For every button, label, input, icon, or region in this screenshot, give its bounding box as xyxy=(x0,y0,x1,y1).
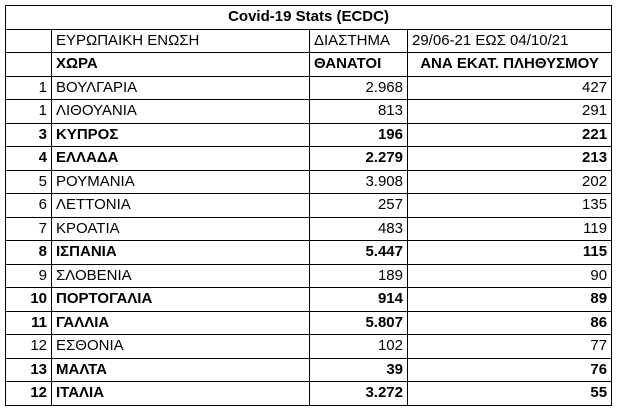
deaths-cell: 2.968 xyxy=(310,76,408,100)
per-million-cell: 221 xyxy=(408,123,612,147)
info-rank-cell xyxy=(6,29,52,53)
per-million-cell: 115 xyxy=(408,241,612,265)
table-row xyxy=(6,170,612,194)
table-row xyxy=(6,217,612,241)
period-label-cell: ΔΙΑΣΤΗΜΑ xyxy=(310,29,408,53)
rank-cell: 9 xyxy=(6,264,52,288)
rank-cell: 3 xyxy=(6,123,52,147)
table-row xyxy=(6,335,612,359)
rank-cell: 10 xyxy=(6,288,52,312)
per-million-cell: 77 xyxy=(408,335,612,359)
header-row xyxy=(6,53,612,77)
table-title: Covid-19 Stats (ECDC) xyxy=(6,6,612,30)
country-cell: ΚΥΠΡΟΣ xyxy=(52,123,310,147)
per-million-cell: 202 xyxy=(408,170,612,194)
deaths-cell: 5.807 xyxy=(310,311,408,335)
table-row xyxy=(6,311,612,335)
table-row xyxy=(6,100,612,124)
rank-cell: 4 xyxy=(6,147,52,171)
per-million-cell: 76 xyxy=(408,358,612,382)
table-row xyxy=(6,288,612,312)
country-cell: ΡΟΥΜΑΝΙΑ xyxy=(52,170,310,194)
country-cell: ΛΙΘΟΥΑΝΙΑ xyxy=(52,100,310,124)
rank-cell: 12 xyxy=(6,335,52,359)
header-rank-cell xyxy=(6,53,52,77)
country-cell: ΛΕΤΤΟΝΙΑ xyxy=(52,194,310,218)
per-million-cell: 55 xyxy=(408,382,612,406)
deaths-cell: 39 xyxy=(310,358,408,382)
title-row xyxy=(6,6,612,30)
rank-cell: 1 xyxy=(6,76,52,100)
country-cell: ΙΣΠΑΝΙΑ xyxy=(52,241,310,265)
rank-cell: 13 xyxy=(6,358,52,382)
rank-cell: 7 xyxy=(6,217,52,241)
header-per-million: ΑΝΑ ΕΚΑΤ. ΠΛΗΘΥΣΜΟΥ xyxy=(408,53,612,77)
rank-cell: 11 xyxy=(6,311,52,335)
country-cell: ΠΟΡΤΟΓΑΛΙΑ xyxy=(52,288,310,312)
period-value-cell: 29/06-21 ΕΩΣ 04/10/21 xyxy=(408,29,612,53)
table-row xyxy=(6,264,612,288)
rank-cell: 1 xyxy=(6,100,52,124)
table-row xyxy=(6,76,612,100)
rank-cell: 5 xyxy=(6,170,52,194)
deaths-cell: 196 xyxy=(310,123,408,147)
country-cell: ΚΡΟΑΤΙΑ xyxy=(52,217,310,241)
rank-cell: 8 xyxy=(6,241,52,265)
info-row xyxy=(6,29,612,53)
deaths-cell: 914 xyxy=(310,288,408,312)
per-million-cell: 89 xyxy=(408,288,612,312)
table-row xyxy=(6,382,612,406)
deaths-cell: 189 xyxy=(310,264,408,288)
per-million-cell: 135 xyxy=(408,194,612,218)
header-country: ΧΩΡΑ xyxy=(52,53,310,77)
rank-cell: 12 xyxy=(6,382,52,406)
per-million-cell: 213 xyxy=(408,147,612,171)
per-million-cell: 427 xyxy=(408,76,612,100)
table-row xyxy=(6,147,612,171)
region-cell: ΕΥΡΩΠΑΙΚΗ ΕΝΩΣΗ xyxy=(52,29,310,53)
country-cell: ΙΤΑΛΙΑ xyxy=(52,382,310,406)
deaths-cell: 813 xyxy=(310,100,408,124)
header-deaths: ΘΑΝΑΤΟΙ xyxy=(310,53,408,77)
deaths-cell: 102 xyxy=(310,335,408,359)
deaths-cell: 3.272 xyxy=(310,382,408,406)
per-million-cell: 291 xyxy=(408,100,612,124)
country-cell: ΜΑΛΤΑ xyxy=(52,358,310,382)
table-row xyxy=(6,241,612,265)
table-row xyxy=(6,123,612,147)
country-cell: ΣΛΟΒΕΝΙΑ xyxy=(52,264,310,288)
table-row xyxy=(6,358,612,382)
country-cell: ΕΛΛΑΔΑ xyxy=(52,147,310,171)
table-row xyxy=(6,194,612,218)
country-cell: ΓΑΛΛΙΑ xyxy=(52,311,310,335)
per-million-cell: 90 xyxy=(408,264,612,288)
deaths-cell: 483 xyxy=(310,217,408,241)
country-cell: ΕΣΘΟΝΙΑ xyxy=(52,335,310,359)
per-million-cell: 86 xyxy=(408,311,612,335)
deaths-cell: 2.279 xyxy=(310,147,408,171)
deaths-cell: 3.908 xyxy=(310,170,408,194)
rank-cell: 6 xyxy=(6,194,52,218)
country-cell: ΒΟΥΛΓΑΡΙΑ xyxy=(52,76,310,100)
deaths-cell: 257 xyxy=(310,194,408,218)
stats-table xyxy=(5,5,612,406)
per-million-cell: 119 xyxy=(408,217,612,241)
deaths-cell: 5.447 xyxy=(310,241,408,265)
